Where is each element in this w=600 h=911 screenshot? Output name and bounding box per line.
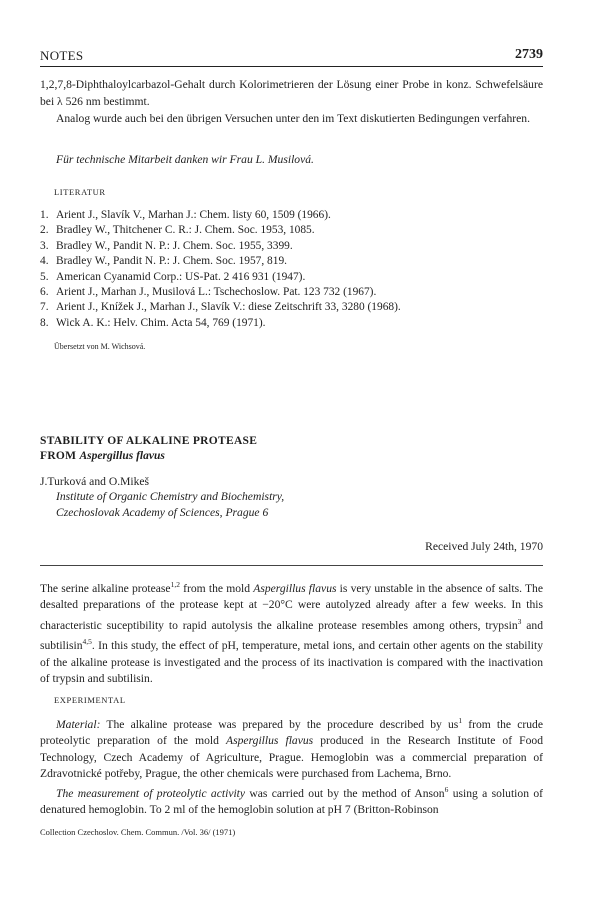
running-header <box>40 48 543 66</box>
reference-item: 3. Bradley W., Pandit N. P.: J. Chem. Soc. 1955, 3399. <box>40 239 293 252</box>
abstract-paragraph: The serine alkaline protease$^{1,2}$ from the mold Aspergillus flavus is very unstable in the absence of salts. The desalted preparations of the protease kept at −20°C were autolyzed already after a few weeks. In this characteristic suceptibility to rapid autolysis the alkaline protease resembles among others, trypsin$^3$ and subtilisin$^{4,5}$. In this study, the effect of pH, temperature, metal ions, and certain other agents on the stability of the alkaline protease is investigated and the process of its inactivation is compared with the inactivation of trypsin and subtilisin. <box>40 580 544 686</box>
title-line-1: STABILITY OF ALKALINE PROTEASE <box>40 435 258 447</box>
experimental-heading: EXPERIMENTAL <box>54 695 126 705</box>
article-title <box>40 434 257 464</box>
reference-list <box>40 208 543 331</box>
reference-item: 4. Bradley W., Pandit N. P.: J. Chem. Soc. 1957, 819. <box>40 255 287 268</box>
section-name: NOTES <box>40 48 84 63</box>
abstract-rule <box>40 565 543 566</box>
literatur-heading: LITERATUR <box>54 187 106 197</box>
reference-item: 2. Bradley W., Thitchener C. R.: J. Chem. Soc. 1953, 1085. <box>40 224 315 237</box>
page-number: 2739 <box>515 47 543 62</box>
journal-citation-footer: Collection Czechoslov. Chem. Commun. /Vol. 36/ (1971) <box>40 827 236 837</box>
reference-item: 8. Wick A. K.: Helv. Chim. Acta 54, 769 (1971). <box>40 316 266 329</box>
authors: J.Turková and O.Mikeš <box>40 475 150 488</box>
title-organism: Aspergillus flavus <box>79 450 165 462</box>
intro-paragraph-2: Analog wurde auch bei den übrigen Versuchen unter den im Text diskutierten Bedingungen verfahren. <box>56 112 530 125</box>
intro-paragraph-1: 1,2,7,8-Diphthaloylcarbazol-Gehalt durch Kolorimetrieren der Lösung einer Probe in konz. Schwefelsäure bei λ 526 nm bestimmt. <box>40 78 543 108</box>
reference-item: 6. Arient J., Marhan J., Musilová L.: Tschechoslow. Pat. 123 732 (1967). <box>40 286 377 299</box>
received-date: Received July 24th, 1970 <box>425 540 543 553</box>
translator-credit: Übersetzt von M. Wichsová. <box>54 342 146 351</box>
reference-item: 1. Arient J., Slavík V., Marhan J.: Chem. listy 60, 1509 (1966). <box>40 209 331 221</box>
material-paragraph: Material: The alkaline protease was prepared by the procedure described by $us^1$ from the crude proteolytic preparation of the mold Aspergillus flavus produced in the Research Institute of Food Technology, Czech Academy of Agriculture, Prague. Hemoglobin was a commercial preparation of Zdravotnické potřeby, Prague, the other chemicals were purchased from Lachema, Brno. <box>40 716 543 781</box>
reference-item: 7. Arient J., Knížek J., Marhan J., Slavík V.: diese Zeitschrift 33, 3280 (1968). <box>40 301 401 314</box>
acknowledgement: Für technische Mitarbeit danken wir Frau L. Musilová. <box>56 153 314 166</box>
affiliation: Institute of Organic Chemistry and Biochemistry, Czechoslovak Academy of Sciences, Prague 6 <box>56 490 285 519</box>
title-line-2: FROM Aspergillus flavus <box>40 450 165 462</box>
measurement-paragraph: The measurement of proteolytic activity was carried out by the method of Anson$^6$ using a solution of denatured hemoglobin. To 2 ml of the hemoglobin solution at pH 7 (Britton-Robinson <box>40 785 543 817</box>
header-rule <box>40 66 543 67</box>
reference-item: 5. American Cyanamid Corp.: US-Pat. 2 416 931 (1947). <box>40 270 306 283</box>
